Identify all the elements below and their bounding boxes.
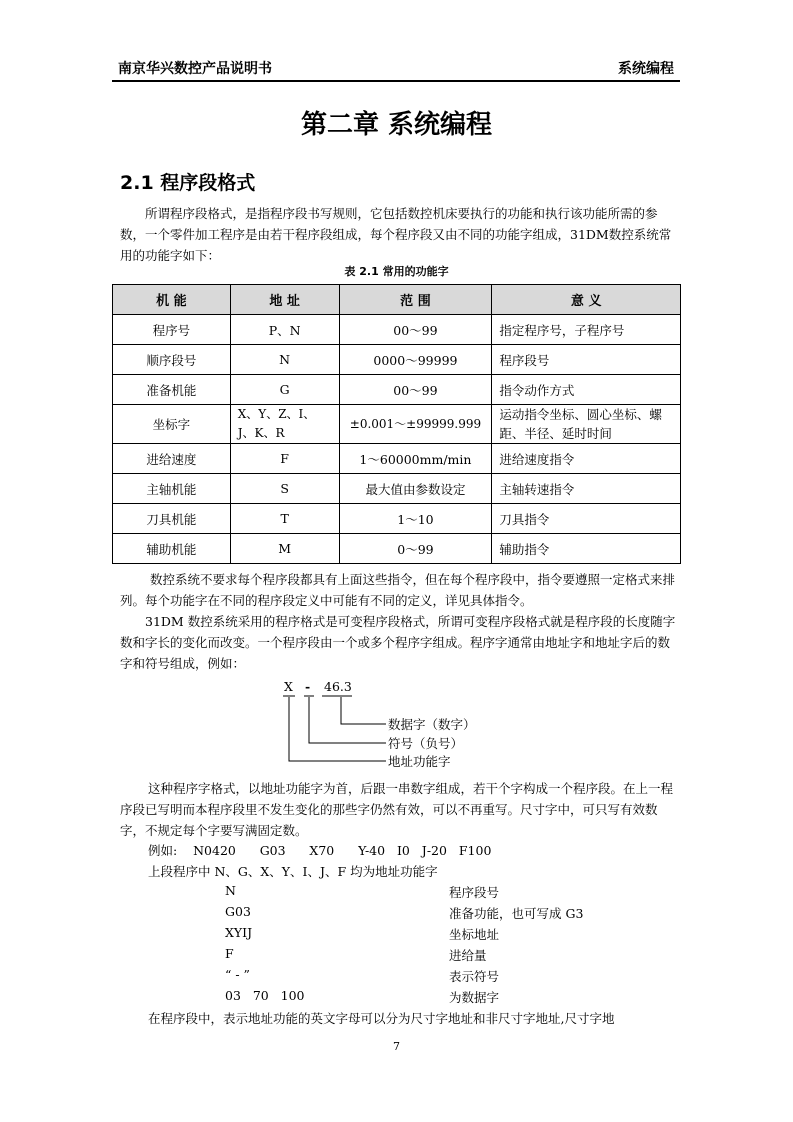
cell-meaning: 进给速度指令 bbox=[492, 444, 681, 474]
example-line: 例如: N0420 G03 X70 Y-40 I0 J-20 F100 bbox=[148, 843, 492, 858]
cell-function: 准备机能 bbox=[113, 375, 231, 405]
example-desc: 表示符号 bbox=[449, 969, 500, 984]
page-number: 7 bbox=[393, 1040, 400, 1053]
cell-address: T bbox=[230, 504, 339, 534]
header-left: 南京华兴数控产品说明书 bbox=[118, 61, 272, 77]
paragraph-1: 所谓程序段格式，是指程序段书写规则，它包括数控机床要执行的功能和执行该功能所需的参数，一个零件加工程序是由若干程序段组成，每个程序段又由不同的功能字组成，31DM数控系统常用的功能字如下： bbox=[120, 206, 672, 263]
example-desc: 进给量 bbox=[449, 948, 487, 963]
paragraph-4: 这种程序字格式，以地址功能字为首，后跟一串数字组成，若干个字构成一个程序段。在上一程序段已写明而本程序段里不发生变化的那些字仍然有效，可以不再重写。尺寸字中，可只写有效数字，不规定每个字要写满固定数。 bbox=[120, 781, 674, 838]
cell-function: 程序号 bbox=[113, 315, 231, 345]
cell-range: 00～99 bbox=[339, 375, 492, 405]
example-desc: 为数据字 bbox=[449, 990, 500, 1005]
cell-function: 主轴机能 bbox=[113, 474, 231, 504]
example-term: “ - ” bbox=[225, 967, 250, 982]
label-sign: 符号（负号） bbox=[388, 736, 464, 751]
example-term: 03 70 100 bbox=[225, 988, 305, 1003]
col-header-meaning: 意 义 bbox=[492, 285, 681, 315]
example-term: G03 bbox=[225, 904, 251, 919]
cell-address: M bbox=[230, 534, 339, 564]
section-title: 2.1 程序段格式 bbox=[120, 172, 256, 194]
cell-function: 刀具机能 bbox=[113, 504, 231, 534]
label-data-word: 数据字（数字） bbox=[388, 717, 476, 732]
cell-range: 1～60000mm/min bbox=[339, 444, 492, 474]
example-term: F bbox=[225, 946, 234, 961]
example-desc: 准备功能，也可写成 G3 bbox=[449, 906, 584, 921]
cell-meaning: 运动指令坐标、圆心坐标、螺距、半径、延时时间 bbox=[492, 405, 681, 444]
cell-meaning: 指令动作方式 bbox=[492, 375, 681, 405]
example-term: N bbox=[225, 883, 236, 898]
cell-function: 进给速度 bbox=[113, 444, 231, 474]
cell-range: 00～99 bbox=[339, 315, 492, 345]
label-address-word: 地址功能字 bbox=[388, 754, 451, 769]
col-header-function: 机 能 bbox=[113, 285, 231, 315]
cell-function: 辅助机能 bbox=[113, 534, 231, 564]
cell-meaning: 刀具指令 bbox=[492, 504, 681, 534]
cell-range: 最大值由参数设定 bbox=[339, 474, 492, 504]
cell-address: G bbox=[230, 375, 339, 405]
example-desc: 坐标地址 bbox=[449, 927, 500, 942]
cell-meaning: 指定程序号，子程序号 bbox=[492, 315, 681, 345]
cell-range: 0～99 bbox=[339, 534, 492, 564]
example-term: XYIJ bbox=[225, 925, 253, 940]
cell-address: S bbox=[230, 474, 339, 504]
cell-address: F bbox=[230, 444, 339, 474]
cell-meaning: 程序段号 bbox=[492, 345, 681, 375]
cell-address: N bbox=[230, 345, 339, 375]
paragraph-5: 在程序段中，表示地址功能的英文字母可以分为尺寸字地址和非尺寸字地址,尺寸字地 bbox=[148, 1011, 615, 1026]
diagram-number: 46.3 bbox=[324, 679, 352, 694]
col-header-address: 地 址 bbox=[230, 285, 339, 315]
cell-range: 0000～99999 bbox=[339, 345, 492, 375]
cell-function: 坐标字 bbox=[113, 405, 231, 444]
cell-meaning: 主轴转速指令 bbox=[492, 474, 681, 504]
col-header-range: 范 围 bbox=[339, 285, 492, 315]
example-intro: 上段程序中 N、G、X、Y、I、J、F 均为地址功能字 bbox=[148, 864, 438, 879]
diagram-address: X bbox=[284, 679, 293, 694]
cell-range: 1～10 bbox=[339, 504, 492, 534]
table-caption: 表 2.1 常用的功能字 bbox=[344, 265, 449, 278]
example-desc: 程序段号 bbox=[449, 885, 500, 900]
cell-address: P、N bbox=[230, 315, 339, 345]
cell-function: 顺序段号 bbox=[113, 345, 231, 375]
header-right: 系统编程 bbox=[618, 61, 674, 77]
diagram-sign: - bbox=[305, 679, 311, 694]
cell-range: ±0.001～±99999.999 bbox=[339, 405, 492, 444]
cell-meaning: 辅助指令 bbox=[492, 534, 681, 564]
cell-address: X、Y、Z、I、J、K、R bbox=[230, 405, 339, 444]
paragraph-3: 31DM 数控系统采用的程序格式是可变程序段格式，所谓可变程序段格式就是程序段的长度随字数和字长的变化而改变。一个程序段由一个或多个程序字组成。程序字通常由地址字和地址字后的数字和符号组成，例如： bbox=[120, 614, 676, 671]
paragraph-2: 数控系统不要求每个程序段都具有上面这些指令，但在每个程序段中，指令要遵照一定格式来排列。每个功能字在不同的程序段定义中可能有不同的定义，详见具体指令。 bbox=[120, 572, 676, 608]
chapter-title: 第二章 系统编程 bbox=[300, 110, 493, 140]
